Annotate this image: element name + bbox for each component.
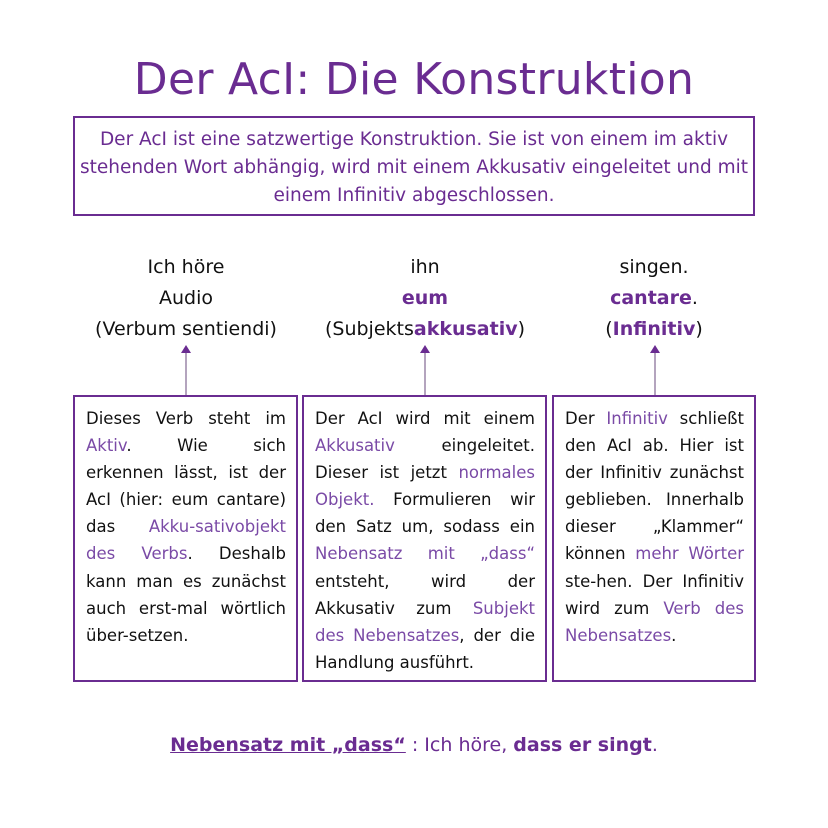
box2-t1: Der AcI wird mit einem — [315, 409, 535, 428]
col2-line3-suffix: ) — [517, 318, 526, 340]
intro-text: Der AcI ist eine satzwertige Konstruktion. Sie ist von einem im aktiv stehenden Wort abhängig, wird mit einem Akkusativ eingeleitet und mit einem Infinitiv abgeschlossen. — [79, 129, 749, 206]
box2-h3: Nebensatz mit „dass“ — [315, 544, 535, 564]
col2-line3 — [303, 314, 547, 345]
box2-t4: entsteht, wird der Akkusativ zum — [315, 571, 535, 618]
box2-h4: Subjekt des Nebensatzes — [315, 598, 535, 645]
box3-t1: Der — [565, 409, 607, 428]
col2-line1: ihn — [410, 256, 440, 278]
footer-label: Nebensatz mit „dass“ — [170, 734, 406, 756]
col2-line3-prefix: (Subjekts — [324, 318, 414, 340]
explanation-box-verb — [73, 395, 298, 682]
footer-sep: : Ich höre, — [405, 734, 514, 756]
box1-text — [86, 405, 286, 649]
box1-t1: Dieses Verb steht im — [86, 409, 286, 428]
col2-line2: eum — [401, 287, 449, 309]
box3-text — [565, 405, 744, 649]
box1-t3: . Deshalb kann man es zunächst auch erst-mal wörtlich über-setzen. — [86, 544, 286, 645]
col1-line3: (Verbum sentiendi) — [95, 318, 277, 340]
page-title: Der AcI: Die Konstruktion — [133, 54, 695, 105]
col3-line2-bold: cantare — [610, 287, 692, 309]
column-head-infinitive — [552, 252, 756, 345]
footer-end: . — [651, 734, 658, 756]
explanation-box-infinitive — [552, 395, 756, 682]
explanation-box-accusative — [302, 395, 547, 682]
arrow-up-icon — [180, 345, 192, 395]
col3-line2-suffix: . — [691, 287, 698, 309]
col3-line3-suffix: ) — [695, 318, 703, 340]
box3-t4: . — [671, 625, 677, 645]
footer-bold: dass er singt — [513, 734, 652, 756]
box3-t3: ste-hen. Der Infinitiv wird zum — [565, 571, 744, 618]
box1-h1: Aktiv — [86, 436, 127, 456]
col3-line3 — [552, 314, 756, 345]
col3-line3-bold: Infinitiv — [612, 318, 696, 340]
box2-h1: Akkusativ — [315, 436, 395, 456]
box2-t2: eingeleitet. Dieser ist jetzt — [315, 436, 535, 483]
box3-h3: Verb des Nebensatzes — [565, 598, 744, 645]
arrow-up-icon — [419, 345, 431, 395]
col3-line2 — [552, 283, 756, 314]
box3-h1: Infinitiv — [606, 409, 668, 428]
footer-example — [0, 734, 828, 756]
box1-t2: . Wie sich erkennen lässt, ist der AcI (hier: eum cantare) das — [86, 436, 286, 537]
box3-t2: schließt den AcI ab. Hier ist der Infinitiv zunächst geblieben. Innerhalb dieser „Klammer“ können — [565, 409, 744, 564]
column-head-verb — [75, 252, 297, 345]
box2-text — [315, 405, 535, 676]
col2-line3-bold: akkusativ — [413, 318, 518, 340]
box1-h2: Akku-sativobjekt des Verbs — [86, 517, 286, 564]
col3-line1: singen. — [619, 256, 689, 278]
box2-t5: , der die Handlung ausführt. — [315, 625, 535, 672]
box3-h2: mehr Wörter — [635, 544, 744, 564]
arrow-up-icon — [649, 345, 661, 395]
box2-h2: normales Objekt. — [315, 463, 535, 510]
box2-t3: Formulieren wir den Satz um, sodass ein — [315, 490, 535, 537]
intro-box — [73, 116, 755, 216]
col1-line2: Audio — [158, 287, 213, 309]
col3-line3-prefix: ( — [605, 318, 613, 340]
column-head-accusative — [303, 252, 547, 345]
col1-line1: Ich höre — [147, 256, 225, 278]
